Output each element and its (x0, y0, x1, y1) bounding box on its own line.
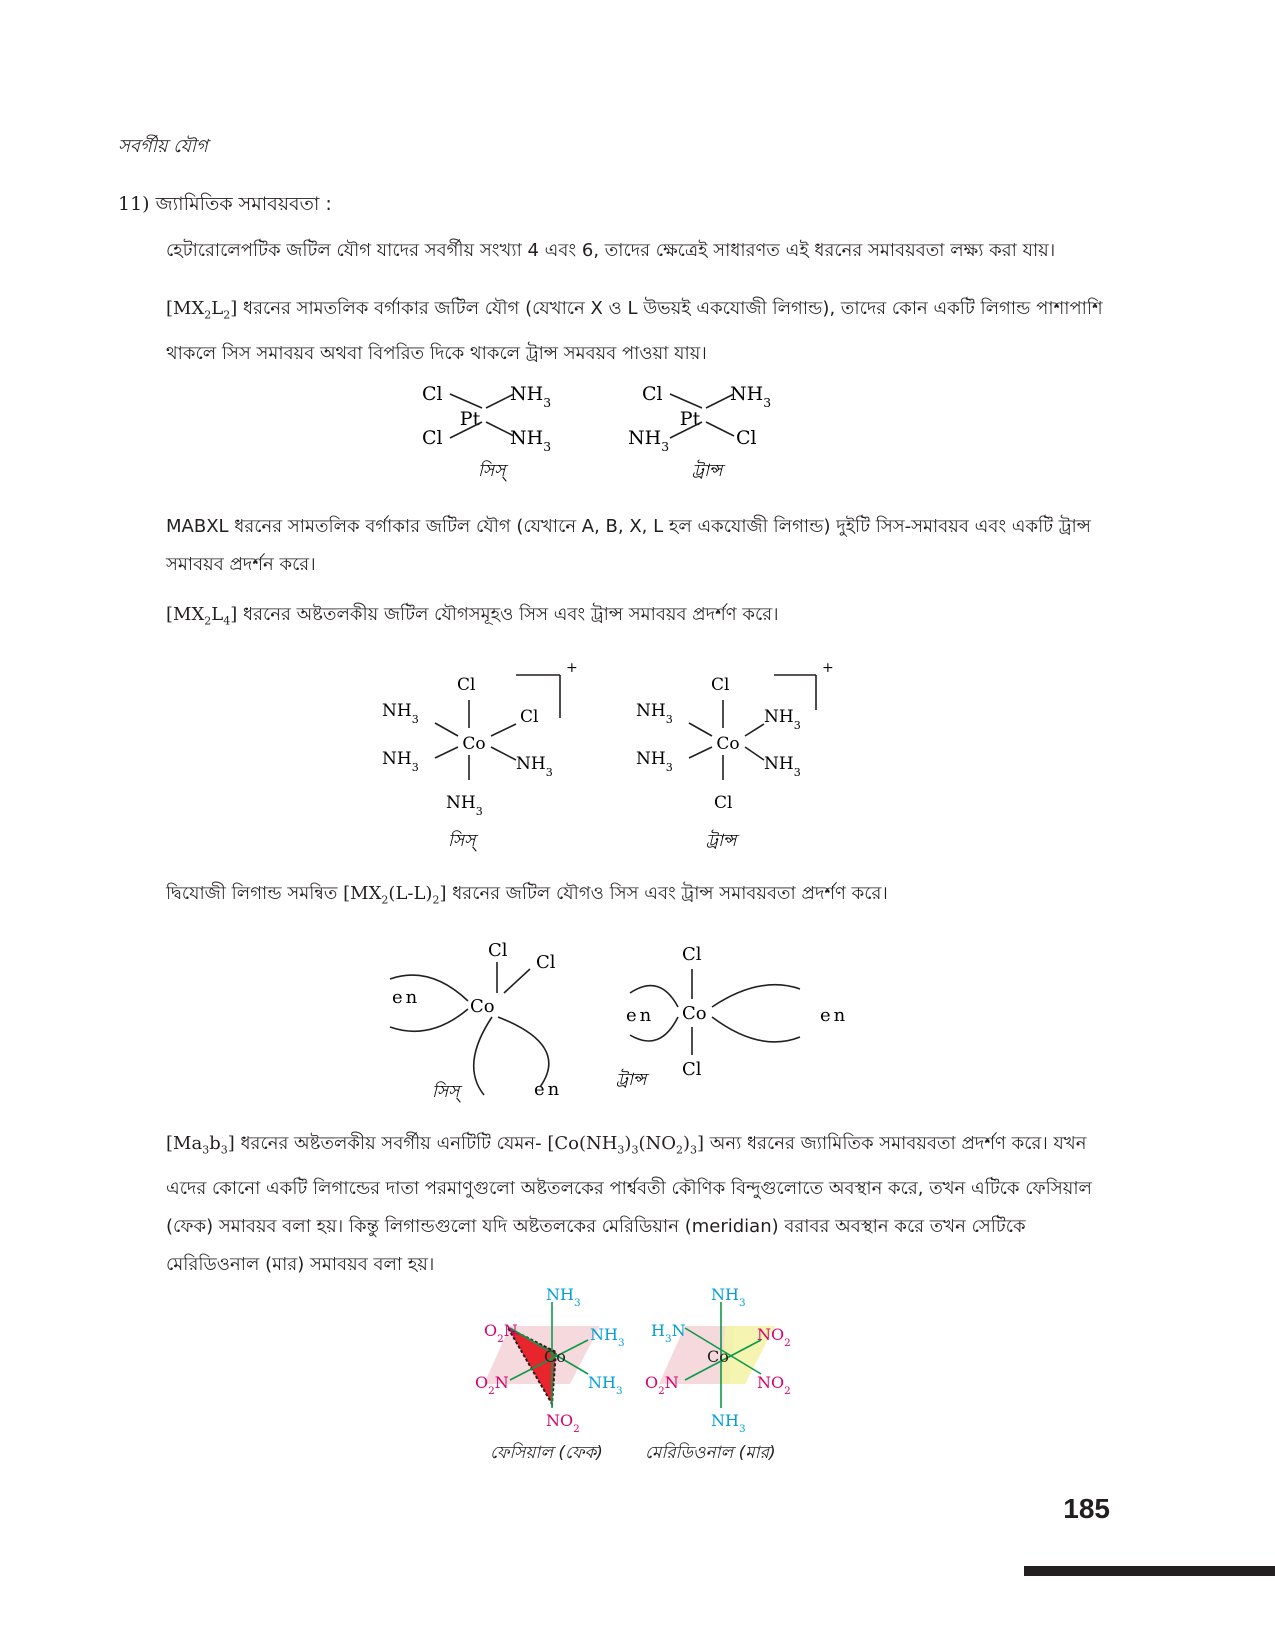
co-en-trans-caption: ট্রান্স (616, 1070, 647, 1090)
paragraph-mx2l4 (166, 596, 1121, 641)
paragraph-mx2l2-text: ধরনের সামতলিক বর্গাকার জটিল যৌগ (যেখানে X ও L উভয়ই একযোজী লিগান্ড), তাদের কোন একটি লিগান্ড পাশাপাশি থাকলে সিস সমাবয়ব অথবা বিপরিত দিকে থাকলে ট্রান্স সমবয়ব পাওয়া যায়। (166, 298, 1103, 364)
pt-trans-ligand-tl: Cl (642, 383, 663, 405)
mer-metal: Co (707, 1347, 729, 1366)
co-oct-cis-structure (382, 660, 578, 852)
co-oct-trans-caption: ট্রান্স (706, 831, 737, 851)
paragraph-heteroleptic: হেটারোলেপটিক জটিল যৌগ যাদের সবর্গীয় সংখ্যা 4 এবং 6, তাদের ক্ষেত্রেই সাধারণত এই ধরনের সমাবয়বতা লক্ষ্য করা যায়। (166, 240, 1056, 261)
mer-caption: মেরিডিওনাল (মার) (645, 1443, 776, 1463)
co-en-cis-caption: সিস্ (432, 1082, 460, 1102)
co-oct-cis-metal: Co (462, 734, 486, 754)
footer-bar (1024, 1566, 1275, 1576)
co-oct-trans-ul: $NH_3$ (636, 701, 673, 726)
pt-cis-caption: সিস্ (478, 461, 506, 481)
fac-ur: $NH_3$ (590, 1325, 625, 1349)
co-en-cis-en2: en (534, 1079, 563, 1100)
co-oct-trans-charge: + (822, 660, 834, 676)
mer-bottom: $NH_3$ (711, 1411, 746, 1435)
co-en-figure (380, 935, 860, 1105)
pt-trans-metal: Pt (679, 408, 701, 430)
paragraph-mx2-ll2-text: ধরনের জটিল যৌগও সিস এবং ট্রান্স সমাবয়বতা প্রদর্শণ করে। (446, 883, 888, 904)
fac-top: $NH_3$ (546, 1285, 581, 1309)
pt-cis-metal: Pt (459, 408, 481, 430)
paragraph-fac-mer-text2: অন্য ধরনের জ্যামিতিক সমাবয়বতা প্রদর্শণ করে। যখন এদের কোনো একটি লিগান্ডের দাতা পরমাণুগুলো অষ্টতলকের পার্শ্ববতী কৌণিক বিন্দুগুলোতে অবস্থান করে, তখন এটিকে ফেসিয়াল (ফেক) সমাবয়ব বলা হয়। কিন্তু লিগান্ডগুলো যদি অষ্টতলকের মেরিডিয়ান (meridian) বরাবর অবস্থান করে তখন সেটিকে মেরিডিওনাল (মার) সমাবয়ব বলা হয়। (166, 1133, 1092, 1275)
paragraph-mabxl: MABXL ধরনের সামতলিক বর্গাকার জটিল যৌগ (যেখানে A, B, X, L হল একযোজী লিগান্ড) দুইটি সিস-সমাবয়ব এবং একটি ট্রান্স সমাবয়ব প্রদর্শন করে। (166, 516, 1091, 575)
section-heading (118, 190, 332, 222)
co-oct-cis-caption: সিস্ (448, 831, 476, 851)
fac-ll: $O_2N$ (475, 1373, 509, 1397)
co-en-trans-structure (616, 944, 848, 1090)
co-en-trans-en2: en (820, 1005, 849, 1026)
co-oct-cis-lr: $NH_3$ (516, 754, 553, 779)
section-number: 11) (118, 193, 150, 215)
co-en-trans-cl1: Cl (682, 944, 702, 965)
pt-trans-ligand-tr: $NH_3$ (730, 383, 772, 410)
pt-trans-ligand-br: Cl (736, 427, 757, 449)
co-en-cis-en1: en (392, 987, 421, 1008)
fac-lr: $NH_3$ (588, 1373, 623, 1397)
fac-caption: ফেসিয়াল (ফেক) (490, 1443, 603, 1463)
pt-square-planar-figure (410, 380, 830, 490)
co-en-trans-en1: en (626, 1005, 655, 1026)
co-oct-trans-ll: $NH_3$ (636, 749, 673, 774)
pt-cis-ligand-tl: Cl (422, 383, 443, 405)
co-en-cis-cl2: Cl (536, 952, 556, 973)
co-oct-cis-ul: $NH_3$ (382, 701, 419, 726)
co-oct-trans-ur: $NH_3$ (764, 707, 801, 732)
formula-co-nh3-no2: $[Co(NH_3)_3(NO_2)_3]$ (547, 1133, 705, 1157)
pt-cis-ligand-bl: Cl (422, 427, 443, 449)
paragraph-mx2l2 (166, 290, 1121, 373)
co-oct-trans-top: Cl (711, 675, 730, 695)
formula-mx2-ll2: $[MX_2(L-L)_2]$ (343, 883, 447, 907)
mer-structure (645, 1285, 791, 1463)
fac-mer-figure (470, 1285, 830, 1468)
co-en-cis-metal: Co (470, 996, 495, 1017)
paragraph-mx2l4-text: ধরনের অষ্টতলকীয় জটিল যৌগসমূহও সিস এবং ট্রান্স সমাবয়ব প্রদর্শণ করে। (237, 604, 779, 625)
pt-trans-structure (628, 383, 771, 481)
mer-ul: $H_3N$ (651, 1321, 686, 1345)
paragraph-mx2-ll2-pre: দ্বিযোজী লিগান্ড সমন্বিত (166, 883, 344, 904)
running-header: সবর্গীয় যৌগ (118, 136, 208, 157)
co-oct-cis-ll: $NH_3$ (382, 749, 419, 774)
co-oct-trans-lr: $NH_3$ (764, 754, 801, 779)
paragraph-fac-mer (166, 1125, 1121, 1284)
section-title: জ্যামিতিক সমাবয়বতা : (155, 193, 332, 215)
mer-lr: $NO_2$ (757, 1373, 791, 1397)
co-oct-cis-bottom: $NH_3$ (446, 793, 483, 818)
mer-ll: $O_2N$ (645, 1373, 679, 1397)
pt-trans-caption: ট্রান্স (692, 461, 723, 481)
co-oct-trans-structure (636, 660, 834, 851)
fac-metal: Co (544, 1347, 566, 1366)
fac-ul: $O_2N$ (484, 1321, 518, 1345)
pt-cis-structure (422, 383, 551, 482)
mer-ur: $NO_2$ (757, 1325, 791, 1349)
paragraph-mx2-ll2 (166, 875, 1121, 920)
formula-mx2l2: $[MX_2L_2]$ (166, 298, 238, 322)
co-oct-cis-ur: Cl (520, 707, 539, 727)
co-oct-trans-bottom: Cl (714, 793, 733, 813)
co-oct-cis-top: Cl (457, 675, 476, 695)
co-en-trans-metal: Co (682, 1003, 707, 1024)
co-oct-cis-charge: + (566, 660, 578, 676)
paragraph-fac-mer-text1: ধরনের অষ্টতলকীয় সবর্গীয় এনটিটি যেমন- (234, 1133, 548, 1154)
pt-cis-ligand-br: $NH_3$ (510, 427, 552, 454)
fac-structure (475, 1285, 625, 1463)
formula-mx2l4: $[MX_2L_4]$ (166, 604, 238, 628)
co-oct-trans-metal: Co (716, 734, 740, 754)
co-octahedral-figure (380, 660, 870, 860)
fac-bottom: $NO_2$ (546, 1411, 580, 1435)
pt-trans-ligand-bl: $NH_3$ (628, 427, 670, 454)
co-en-cis-structure (390, 940, 562, 1103)
page-number: 185 (1063, 1493, 1110, 1524)
co-en-cis-cl1: Cl (488, 940, 508, 961)
pt-cis-ligand-tr: $NH_3$ (510, 383, 552, 410)
mer-top: $NH_3$ (711, 1285, 746, 1309)
formula-ma3b3: $[Ma_3b_3]$ (166, 1133, 235, 1157)
co-en-trans-cl2: Cl (682, 1059, 702, 1080)
